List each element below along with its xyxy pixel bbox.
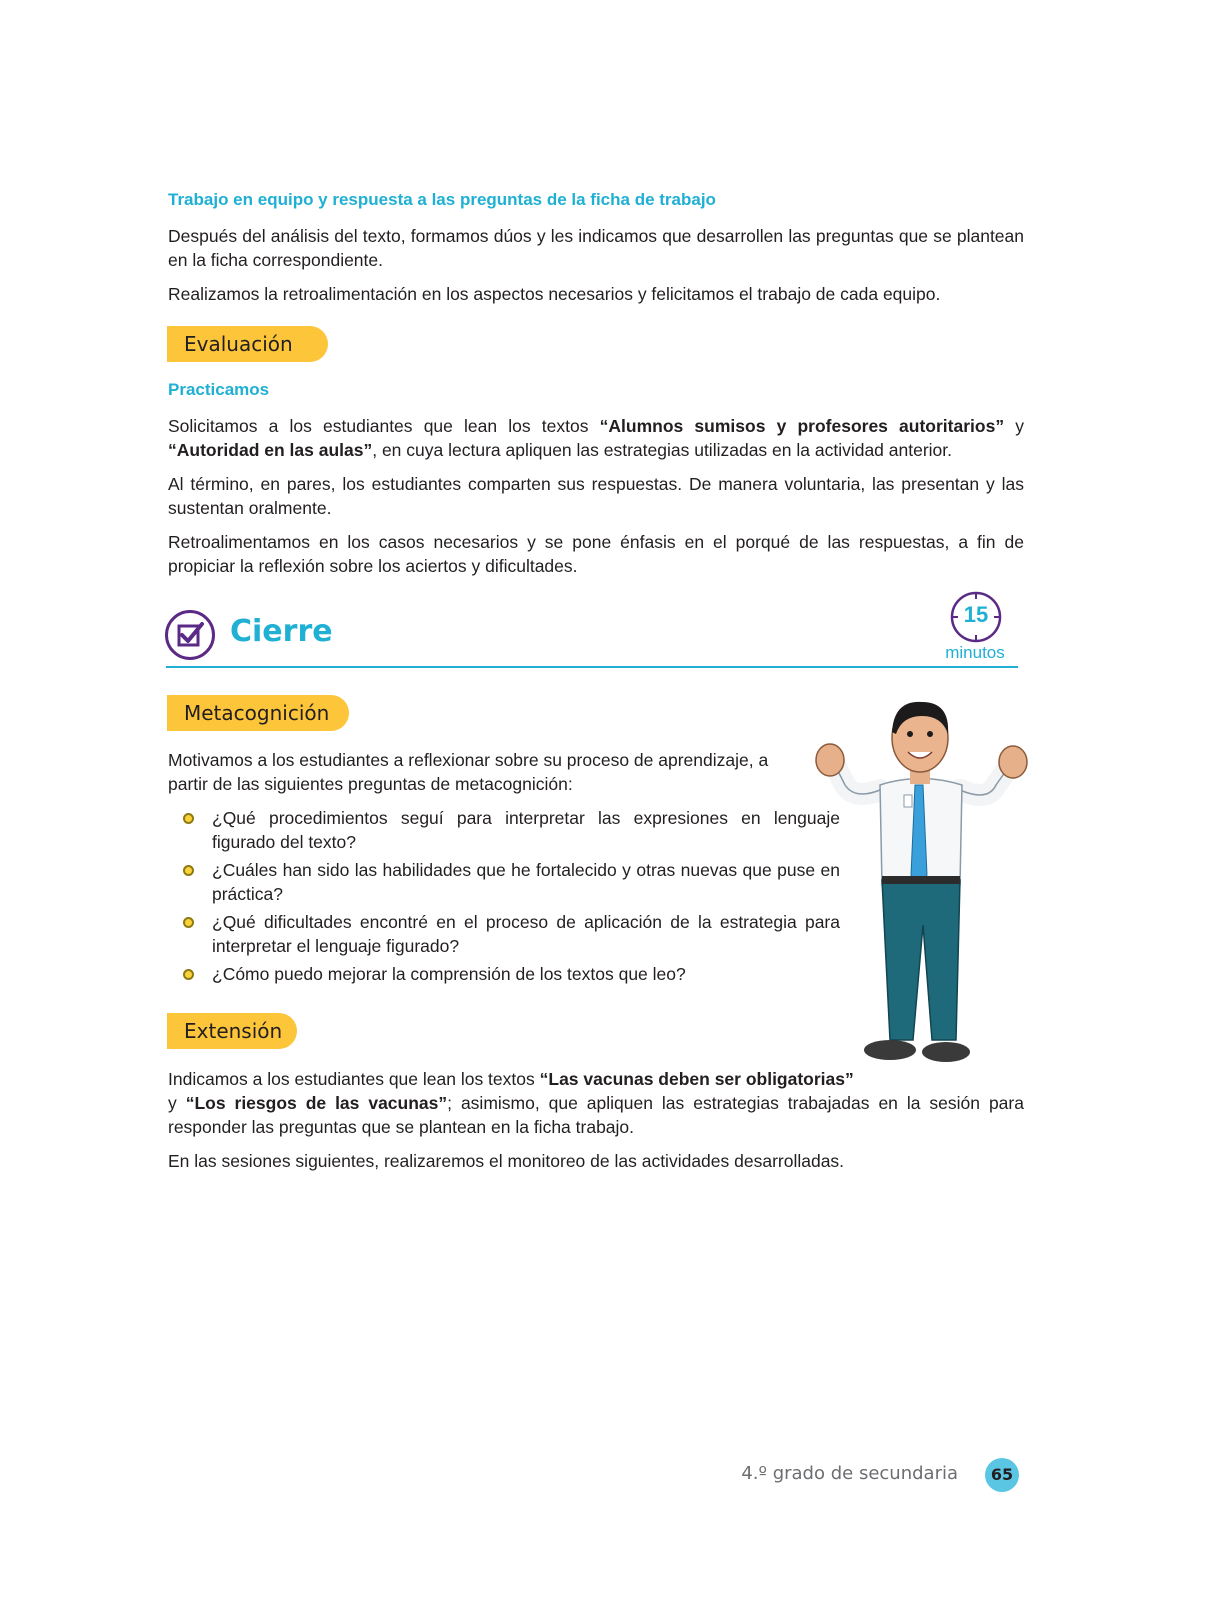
paragraph-team-2: Realizamos la retroalimentación en los aspectos necesarios y felicitamos el trabajo de cada equipo. — [168, 284, 941, 304]
cierre-divider — [166, 666, 1018, 668]
cierre-title: Cierre — [230, 614, 333, 649]
evaluacion-label: Evaluación — [167, 326, 328, 362]
question-text: ¿Qué procedimientos seguí para interpretar las expresiones en lenguaje figurado del texto? — [212, 808, 840, 852]
timer-value: 15 — [963, 602, 989, 627]
question-text: ¿Cómo puedo mejorar la comprensión de los textos que leo? — [212, 964, 686, 984]
ext-p1-text-a: Indicamos a los estudiantes que lean los textos — [168, 1069, 540, 1089]
question-text: ¿Qué dificultades encontré en el proceso de aplicación de la estrategia para interpretar el lenguaje figurado? — [212, 912, 840, 956]
practicamos-heading: Practicamos — [168, 380, 270, 399]
paragraph-evaluacion-2: Al término, en pares, los estudiantes comparten sus respuestas. De manera voluntaria, las presentan y las sustentan oralmente. — [168, 474, 1024, 518]
ext-p1-title-2: “Los riesgos de las vacunas” — [185, 1093, 448, 1113]
extension-label: Extensión — [167, 1013, 297, 1049]
paragraph-extension-1 — [168, 1091, 1024, 1139]
list-item — [180, 806, 840, 854]
metacognicion-questions — [180, 806, 840, 990]
paragraph-team-1: Después del análisis del texto, formamos dúos y les indicamos que desarrollen las preguntas que se plantean en la ficha correspondiente. — [168, 226, 1024, 270]
paragraph-extension-2: En las sesiones siguientes, realizaremos el monitoreo de las actividades desarrolladas. — [168, 1151, 845, 1171]
eval-p1-text-c: y — [1004, 416, 1024, 436]
metacognicion-intro: Motivamos a los estudiantes a reflexionar sobre su proceso de aprendizaje, a partir de las siguientes preguntas de metacognición: — [168, 750, 769, 794]
ext-p1-title-1: “Las vacunas deben ser obligatorias” — [539, 1069, 854, 1089]
timer-unit: minutos — [945, 643, 1005, 662]
section-heading-team-work: Trabajo en equipo y respuesta a las preguntas de la ficha de trabajo — [168, 190, 716, 209]
page-number: 65 — [985, 1458, 1019, 1492]
list-item — [180, 962, 840, 986]
eval-p1-text-a: Solicitamos a los estudiantes que lean los textos — [168, 416, 600, 436]
list-item — [180, 858, 840, 906]
list-item — [180, 910, 840, 958]
question-text: ¿Cuáles han sido las habilidades que he fortalecido y otras nuevas que puse en práctica? — [212, 860, 840, 904]
ext-p1-text-c: y — [168, 1093, 186, 1113]
metacognicion-label: Metacognición — [167, 695, 349, 731]
ext-p1-text-e: ; asimismo, que apliquen las estrategias trabajadas en la sesión para responder las preguntas que se plantean en la ficha trabajo. — [168, 1093, 1024, 1137]
bullet-icon — [183, 865, 194, 876]
bullet-icon — [183, 813, 194, 824]
bullet-icon — [183, 917, 194, 928]
paragraph-evaluacion-3: Retroalimentamos en los casos necesarios y se pone énfasis en el porqué de las respuestas, a fin de propiciar la reflexión sobre los aciertos y dificultades. — [168, 532, 1024, 576]
paragraph-evaluacion-1 — [168, 414, 1024, 462]
paragraph-extension-1-line — [168, 1067, 1024, 1091]
eval-p1-title-2: “Autoridad en las aulas” — [168, 440, 373, 460]
checkbox-icon — [164, 609, 216, 661]
eval-p1-title-1: “Alumnos sumisos y profesores autoritarios” — [599, 416, 1005, 436]
eval-p1-text-e: , en cuya lectura apliquen las estrategias utilizadas en la actividad anterior. — [372, 440, 953, 460]
bullet-icon — [183, 969, 194, 980]
footer-grade: 4.º grado de secundaria — [741, 1463, 958, 1484]
teacher-illustration — [810, 690, 1035, 1080]
